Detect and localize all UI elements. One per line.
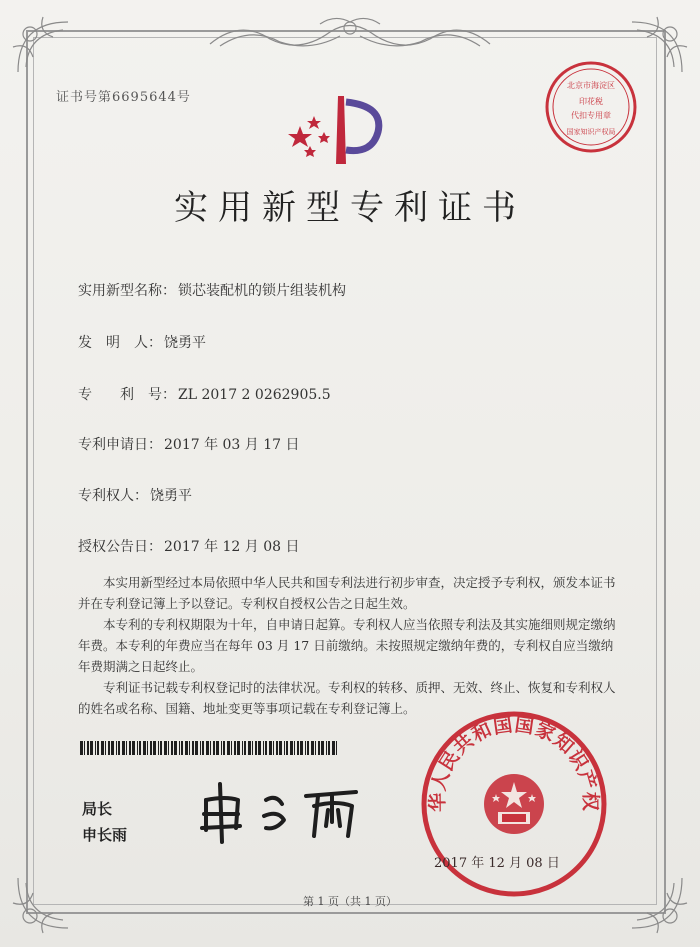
barcode-bar bbox=[237, 741, 240, 755]
barcode-bar bbox=[132, 741, 135, 755]
barcode-bar bbox=[153, 741, 156, 755]
top-ornament-icon bbox=[200, 14, 500, 54]
field-value: ZL 2017 2 0262905.5 bbox=[178, 387, 331, 403]
barcode-bar bbox=[195, 741, 198, 755]
handwritten-signature-icon bbox=[186, 770, 396, 850]
barcode-bar bbox=[265, 741, 267, 755]
barcode-bar bbox=[160, 741, 162, 755]
barcode-bar bbox=[255, 741, 257, 755]
barcode-bar bbox=[318, 741, 320, 755]
field-value: 2017 年 12 月 08 日 bbox=[164, 539, 300, 555]
patent-office-logo-icon bbox=[286, 88, 396, 170]
barcode-bar bbox=[105, 741, 106, 755]
barcode-bar bbox=[185, 741, 188, 755]
field-value: 饶勇平 bbox=[150, 488, 192, 504]
barcode-bar bbox=[150, 741, 152, 755]
seal-date: 2017 年 12 月 08 日 bbox=[434, 856, 560, 871]
barcode-bar bbox=[227, 741, 230, 755]
body-paragraph: 本专利的专利权期限为十年，自申请日起算。专利权人应当依照专利法及其实施细则规定缴纳年费。本专利的年费应当在每年 03 月 17 日前缴纳。未按照规定缴纳年费的，专利权自应当缴纳年费期满之日起终止。 bbox=[78, 617, 616, 674]
barcode-bar bbox=[158, 741, 159, 755]
barcode-bar bbox=[108, 741, 110, 755]
field-patentee bbox=[78, 485, 192, 505]
field-label: 发 明 人： bbox=[78, 335, 162, 351]
field-label: 专利申请日： bbox=[78, 437, 162, 453]
svg-text:代扣专用章: 代扣专用章 bbox=[571, 111, 611, 120]
barcode-bar bbox=[263, 741, 264, 755]
field-value: 2017 年 03 月 17 日 bbox=[164, 437, 300, 453]
barcode-bar bbox=[111, 741, 114, 755]
barcode-bar bbox=[147, 741, 148, 755]
barcode-bar bbox=[305, 741, 306, 755]
signatory-title: 局长 bbox=[82, 800, 113, 818]
barcode-bar bbox=[315, 741, 316, 755]
barcode-bar bbox=[284, 741, 285, 755]
svg-text:中华人民共和国国家知识产权局: 华人民共和国国家知识产权 bbox=[426, 713, 602, 812]
barcode-bar bbox=[139, 741, 141, 755]
barcode-bar bbox=[200, 741, 201, 755]
barcode-bar bbox=[202, 741, 204, 755]
svg-text:国家知识产权局: 国家知识产权局 bbox=[566, 128, 616, 136]
signatory-name: 申长雨 bbox=[82, 826, 128, 844]
barcode-bar bbox=[332, 741, 335, 755]
barcode-bar bbox=[90, 741, 93, 755]
barcode-bar bbox=[326, 741, 327, 755]
certificate-number: 证书号第6695644号 bbox=[56, 90, 191, 105]
barcode-bar bbox=[171, 741, 173, 755]
body-paragraph: 专利证书记载专利权登记时的法律状况。专利权的转移、质押、无效、终止、恢复和专利权人的姓名或名称、国籍、地址变更等事项记载在专利登记簿上。 bbox=[78, 680, 616, 716]
barcode-bar bbox=[216, 741, 219, 755]
barcode-bar bbox=[168, 741, 169, 755]
field-patent-number bbox=[78, 384, 331, 404]
field-value: 饶勇平 bbox=[164, 335, 206, 351]
field-label: 专利权人： bbox=[78, 488, 148, 504]
barcode-bar bbox=[244, 741, 246, 755]
certificate-title: 实用新型专利证书 bbox=[174, 188, 526, 228]
barcode-bar bbox=[192, 741, 194, 755]
barcode-bar bbox=[174, 741, 177, 755]
barcode-bar bbox=[269, 741, 272, 755]
field-label: 授权公告日： bbox=[78, 539, 162, 555]
barcode-bar bbox=[328, 741, 330, 755]
barcode-bar bbox=[300, 741, 303, 755]
barcode-bar bbox=[143, 741, 146, 755]
barcode-bar bbox=[311, 741, 314, 755]
barcode-bar bbox=[126, 741, 127, 755]
barcode-bar bbox=[206, 741, 209, 755]
barcode-bar bbox=[290, 741, 293, 755]
barcode-bar bbox=[84, 741, 85, 755]
barcode-icon bbox=[80, 740, 340, 754]
barcode-bar bbox=[223, 741, 225, 755]
barcode-bar bbox=[101, 741, 104, 755]
tax-stamp-icon bbox=[542, 58, 640, 156]
barcode-bar bbox=[118, 741, 120, 755]
field-label: 实用新型名称： bbox=[78, 283, 176, 299]
barcode-bar bbox=[297, 741, 299, 755]
page-number: 第 1 页（共 1 页） bbox=[303, 895, 397, 908]
barcode-bar bbox=[294, 741, 295, 755]
svg-text:印花税: 印花税 bbox=[579, 97, 603, 106]
barcode-bar bbox=[286, 741, 288, 755]
barcode-bar bbox=[258, 741, 261, 755]
field-value: 锁芯装配机的锁片组装机构 bbox=[178, 283, 346, 299]
field-application-date bbox=[78, 434, 300, 454]
field-label: 专 利 号： bbox=[78, 387, 176, 403]
barcode-bar bbox=[279, 741, 282, 755]
certificate-body bbox=[78, 572, 618, 719]
barcode-bar bbox=[307, 741, 309, 755]
official-seal-icon bbox=[416, 706, 612, 902]
barcode-bar bbox=[210, 741, 211, 755]
barcode-bar bbox=[80, 741, 83, 755]
barcode-bar bbox=[231, 741, 232, 755]
field-utility-model-name bbox=[78, 280, 346, 300]
barcode-bar bbox=[137, 741, 138, 755]
barcode-bar bbox=[181, 741, 183, 755]
barcode-bar bbox=[242, 741, 243, 755]
barcode-bar bbox=[234, 741, 236, 755]
barcode-bar bbox=[87, 741, 89, 755]
barcode-bar bbox=[321, 741, 324, 755]
barcode-bar bbox=[213, 741, 215, 755]
barcode-bar bbox=[252, 741, 253, 755]
barcode-bar bbox=[97, 741, 99, 755]
barcode-bar bbox=[179, 741, 180, 755]
barcode-bar bbox=[164, 741, 167, 755]
barcode-bar bbox=[248, 741, 251, 755]
barcode-bar bbox=[276, 741, 278, 755]
barcode-bar bbox=[336, 741, 337, 755]
field-inventor bbox=[78, 332, 206, 352]
barcode-bar bbox=[116, 741, 117, 755]
barcode-bar bbox=[189, 741, 190, 755]
corner-ornament-top-left-icon bbox=[8, 12, 78, 82]
body-paragraph: 本实用新型经过本局依照中华人民共和国专利法进行初步审查，决定授予专利权，颁发本证书并在专利登记簿上予以登记。专利权自授权公告之日起生效。 bbox=[78, 575, 616, 611]
barcode-bar bbox=[95, 741, 96, 755]
svg-text:北京市海淀区: 北京市海淀区 bbox=[567, 81, 615, 90]
barcode-bar bbox=[273, 741, 274, 755]
barcode-bar bbox=[129, 741, 131, 755]
field-grant-date bbox=[78, 536, 300, 556]
barcode-bar bbox=[122, 741, 125, 755]
barcode-bar bbox=[221, 741, 222, 755]
